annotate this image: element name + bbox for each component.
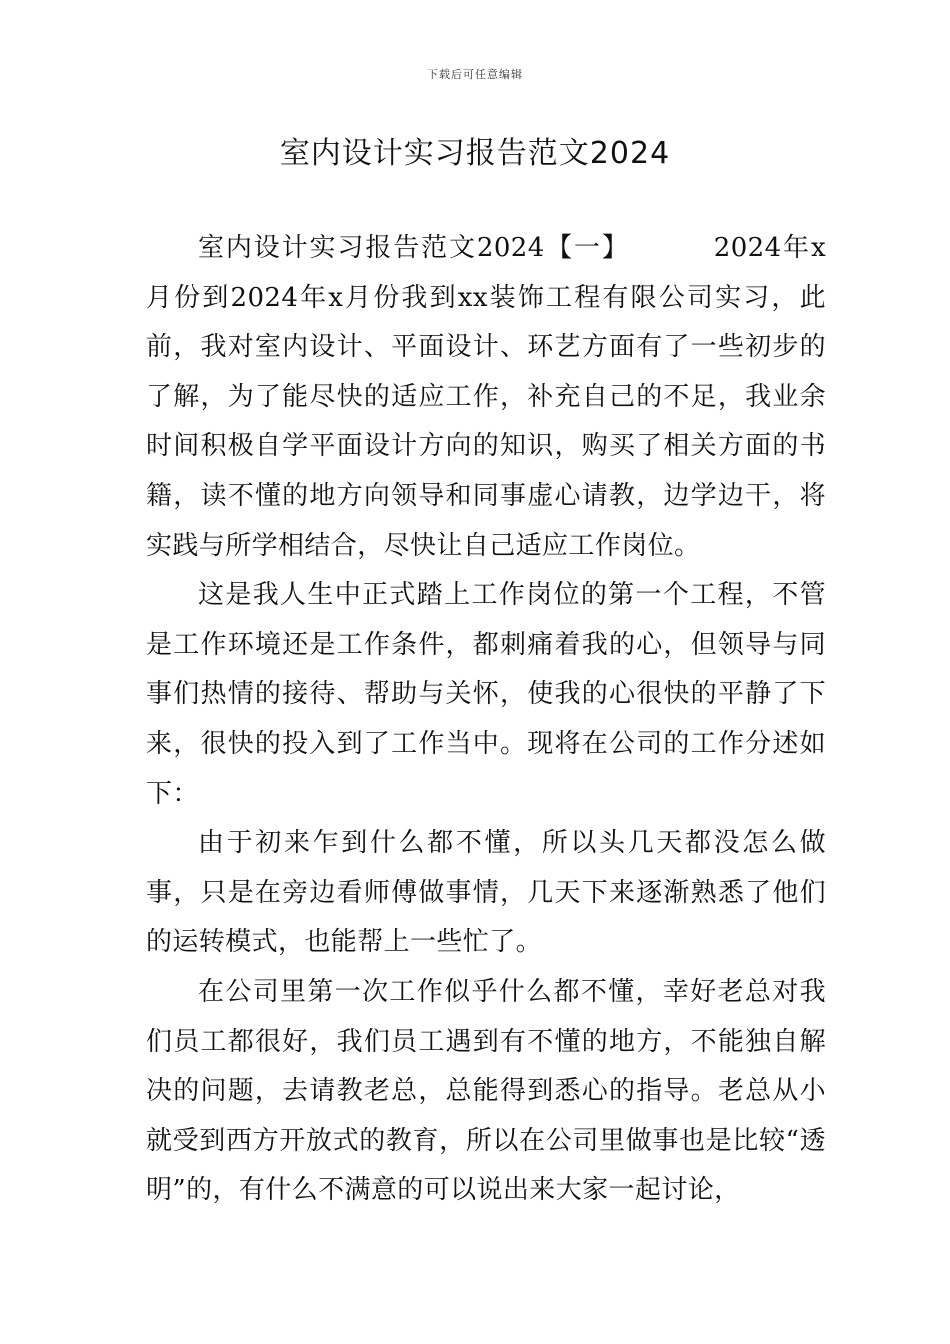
paragraph-2: 这是我人生中正式踏上工作岗位的第一个工程，不管是工作环境还是工作条件，都刺痛着我的心，但领导与同事们热情的接待、帮助与关怀，使我的心很快的平静了下来，很快的投入到了工作当中。现将在公司的工作分述如下： — [146, 580, 826, 809]
paragraph-1-text: 2024年x月份到2024年x月份我到xx装饰工程有限公司实习，此前，我对室内设计、平面设计、环艺方面有了一些初步的了解，为了能尽快的适应工作，补充自己的不足，我业余时间积极自学平面设计方向的知识，购买了相关方面的书籍，读不懂的地方向领导和同事虚心请教，边学边干，将实践与所学相结合，尽快让自己适应工作岗位。 — [146, 233, 827, 561]
paragraph-3: 由于初来乍到什么都不懂，所以头几天都没怎么做事，只是在旁边看师傅做事情，几天下来逐渐熟悉了他们的运转模式，也能帮上一些忙了。 — [146, 828, 826, 958]
paragraph-4: 在公司里第一次工作似乎什么都不懂，幸好老总对我们员工都很好，我们员工遇到有不懂的地方，不能独自解决的问题，去请教老总，总能得到悉心的指导。老总从小就受到西方开放式的教育，所以在公司里做事也是比较“透明”的，有什么不满意的可以说出来大家一起讨论， — [146, 976, 826, 1206]
paragraph-1-lead: 室内设计实习报告范文2024【一】 — [198, 233, 630, 263]
paragraph-1 — [146, 224, 826, 571]
document-title: 室内设计实习报告范文2024 — [279, 136, 671, 171]
header-note: 下载后可任意编辑 — [427, 68, 523, 81]
document-body — [146, 224, 826, 1216]
